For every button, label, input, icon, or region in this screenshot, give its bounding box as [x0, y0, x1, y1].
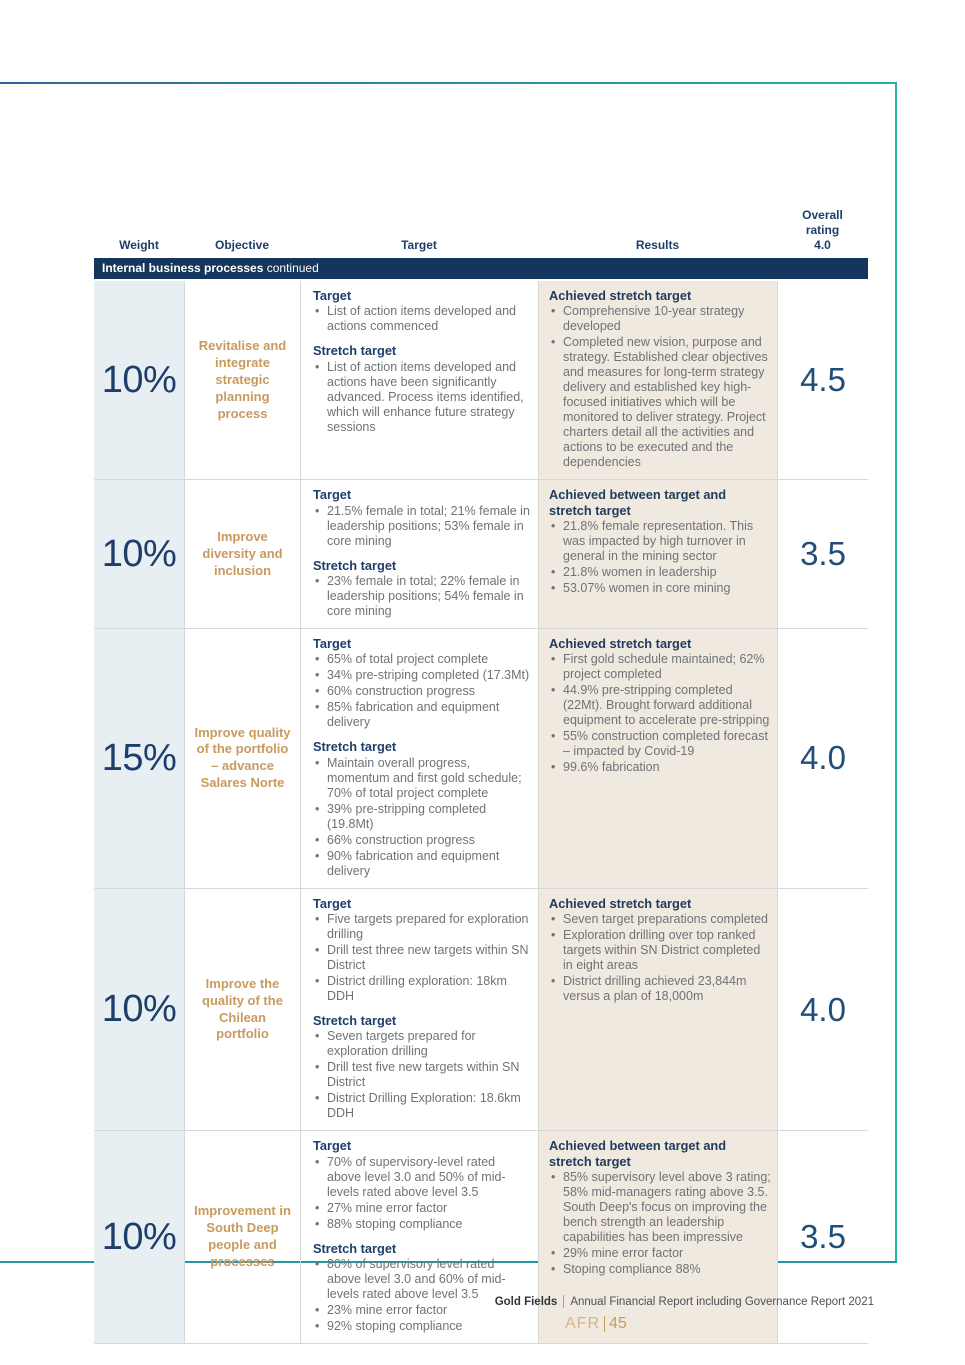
bullet-item: • 27% mine error factor	[313, 1201, 530, 1216]
target-section-heading: Target	[313, 487, 352, 503]
target-bullet-list	[313, 912, 530, 1004]
results-heading: Achieved stretch target	[549, 288, 692, 303]
objective-cell	[184, 889, 300, 1131]
bullet-item: • 70% of supervisory-level rated above level 3.0 and 50% of mid-levels rated above level 3.5	[313, 1155, 530, 1200]
bullet-item: • First gold schedule maintained; 62% project completed	[549, 652, 771, 682]
target-bullet-list	[313, 1155, 530, 1232]
target-cell	[300, 281, 538, 479]
rating-value: 3.5	[800, 1218, 846, 1256]
bullet-item: • Seven targets prepared for exploration drilling	[313, 1029, 530, 1059]
rating-cell	[777, 629, 868, 888]
target-section-heading: Stretch target	[313, 1013, 397, 1029]
bullet-item: • 53.07% women in core mining	[549, 581, 771, 596]
results-cell	[538, 480, 777, 628]
page-number-divider	[604, 1316, 605, 1332]
bullet-item: • Comprehensive 10-year strategy developed	[549, 304, 771, 334]
objective-cell	[184, 629, 300, 888]
results-heading: Achieved between target and stretch target	[549, 1138, 727, 1169]
results-cell	[538, 889, 777, 1131]
results-cell	[538, 281, 777, 479]
weight-cell	[94, 889, 184, 1131]
rating-value: 3.5	[800, 535, 846, 573]
bullet-item: • Drill test three new targets within SN District	[313, 943, 530, 973]
bullet-item: • 21.5% female in total; 21% female in leadership positions; 53% female in core mining	[313, 504, 530, 549]
bullet-item: • Five targets prepared for exploration drilling	[313, 912, 530, 942]
rating-value: 4.0	[800, 739, 846, 777]
section-title-suffix: continued	[263, 261, 319, 275]
target-section-heading: Stretch target	[313, 343, 397, 359]
weight-value: 10%	[101, 1215, 177, 1258]
results-bullet-list	[549, 1170, 771, 1277]
objective-label: Improve quality of the portfolio – advance Salares Norte	[194, 724, 291, 791]
bullet-item: • 80% of supervisory level rated above level 3.0 and 60% of mid-levels rated above level 3.5	[313, 1257, 530, 1302]
target-bullet-list	[313, 574, 530, 619]
target-bullet-list	[313, 1029, 530, 1121]
bullet-item: • District drilling exploration: 18km DDH	[313, 974, 530, 1004]
bullet-item: • Maintain overall progress, momentum and first gold schedule; 70% of total project complete	[313, 756, 530, 801]
bullet-item: • District Drilling Exploration: 18.6km DDH	[313, 1091, 530, 1121]
target-section-heading: Stretch target	[313, 739, 397, 755]
scorecard-table	[94, 206, 868, 1344]
bullet-item: • List of action items developed and actions commenced	[313, 304, 530, 334]
page-border-right	[895, 82, 897, 1263]
target-section-heading: Target	[313, 288, 352, 303]
bullet-item: • 60% construction progress	[313, 684, 530, 699]
weight-cell	[94, 480, 184, 628]
results-heading: Achieved stretch target	[549, 895, 692, 911]
bullet-item: • 65% of total project complete	[313, 652, 530, 667]
target-bullet-list	[313, 360, 530, 435]
target-cell	[300, 1131, 538, 1343]
bullet-item: • Stoping compliance 88%	[549, 1262, 771, 1277]
page-number-block	[565, 1315, 627, 1333]
results-bullet-list	[549, 912, 771, 1004]
bullet-item: • 23% female in total; 22% female in leadership positions; 54% female in core mining	[313, 574, 530, 619]
weight-value: 10%	[101, 532, 177, 575]
results-bullet-list	[549, 304, 771, 470]
bullet-item: • Completed new vision, purpose and strategy. Established clear objectives and measures for long-term strategy delivery and established key high-focused initiatives which will be monitored to deliver strategy. Project charters detail all the activities and actions to be executed and the dependencies	[549, 335, 771, 470]
bullet-item: • District drilling achieved 23,844m versus a plan of 18,000m	[549, 974, 771, 1004]
bullet-item: • Seven target preparations completed	[549, 912, 771, 927]
table-row	[94, 281, 868, 480]
bullet-item: • 90% fabrication and equipment delivery	[313, 849, 530, 879]
rating-cell	[777, 889, 868, 1131]
bullet-item: • 85% fabrication and equipment delivery	[313, 700, 530, 730]
bullet-item: • 55% construction completed forecast – impacted by Covid-19	[549, 729, 771, 759]
page-border-top	[0, 82, 897, 84]
results-bullet-list	[549, 652, 771, 775]
results-bullet-list	[549, 519, 771, 596]
objective-label: Improve the quality of the Chilean portfolio	[202, 975, 283, 1042]
target-cell	[300, 629, 538, 888]
section-header-bar	[94, 258, 868, 279]
objective-label: Revitalise and integrate strategic planning process	[198, 337, 287, 421]
bullet-item: • 21.8% women in leadership	[549, 565, 771, 580]
column-header-weight: Weight	[119, 238, 159, 252]
column-header-results: Results	[635, 238, 680, 252]
page-footer	[495, 1295, 874, 1308]
target-bullet-list	[313, 304, 530, 334]
results-heading: Achieved stretch target	[549, 636, 692, 652]
table-row	[94, 1131, 868, 1344]
target-cell	[300, 480, 538, 628]
table-header-row	[94, 206, 868, 258]
doc-code: AFR	[565, 1315, 600, 1332]
rating-cell	[777, 281, 868, 479]
weight-cell	[94, 281, 184, 479]
rating-cell	[777, 1131, 868, 1343]
target-section-heading: Target	[313, 636, 352, 652]
weight-cell	[94, 629, 184, 888]
rating-cell	[777, 480, 868, 628]
bullet-item: • List of action items developed and actions have been significantly advanced. Process items identified, which will enhance future strategy sessions	[313, 360, 530, 435]
results-heading: Achieved between target and stretch target	[549, 487, 727, 518]
target-bullet-list	[313, 652, 530, 730]
bullet-item: • 44.9% pre-stripping completed (22Mt). Brought forward additional equipment to accelerate pre-stripping	[549, 683, 771, 728]
footer-brand: Gold Fields	[494, 1295, 558, 1308]
column-header-overall-rating: Overall rating 4.0	[802, 208, 843, 252]
section-title: Internal business processes	[102, 261, 264, 275]
bullet-item: • 39% pre-stripping completed (19.8Mt)	[313, 802, 530, 832]
footer-divider	[563, 1295, 564, 1308]
target-bullet-list	[313, 504, 530, 549]
objective-label: Improve diversity and inclusion	[202, 528, 283, 578]
target-section-heading: Stretch target	[313, 1240, 397, 1256]
target-cell	[300, 889, 538, 1131]
bullet-item: • 88% stoping compliance	[313, 1217, 530, 1232]
rating-value: 4.0	[800, 990, 846, 1028]
bullet-item: • 99.6% fabrication	[549, 760, 771, 775]
results-cell	[538, 629, 777, 888]
bullet-item: • 23% mine error factor	[313, 1303, 530, 1318]
table-body	[94, 281, 868, 1344]
bullet-item: • 34% pre-striping completed (17.3Mt)	[313, 668, 530, 683]
objective-cell	[184, 480, 300, 628]
objective-cell	[184, 1131, 300, 1343]
results-cell	[538, 1131, 777, 1343]
bullet-item: • 85% supervisory level above 3 rating; 58% mid-managers rating above 3.5. South Deep's focus on improving the bench strength an leadership capabilities has been impressive	[549, 1170, 771, 1245]
rating-value: 4.5	[800, 361, 846, 399]
objective-label: Improvement in South Deep people and processes	[194, 1203, 291, 1270]
bullet-item: • 92% stoping compliance	[313, 1319, 530, 1334]
objective-cell	[184, 281, 300, 479]
weight-value: 10%	[101, 358, 177, 401]
column-header-objective: Objective	[214, 238, 270, 252]
bullet-item: • 66% construction progress	[313, 833, 530, 848]
bullet-item: • Drill test five new targets within SN District	[313, 1060, 530, 1090]
bullet-item: • Exploration drilling over top ranked targets within SN District completed in eight areas	[549, 928, 771, 973]
bullet-item: • 21.8% female representation. This was impacted by high turnover in general in the mining sector	[549, 519, 771, 564]
table-row	[94, 889, 868, 1132]
weight-cell	[94, 1131, 184, 1343]
bullet-item: • 29% mine error factor	[549, 1246, 771, 1261]
target-section-heading: Target	[313, 895, 352, 911]
table-row	[94, 629, 868, 889]
weight-value: 15%	[101, 736, 177, 779]
target-section-heading: Stretch target	[313, 557, 397, 573]
table-row	[94, 480, 868, 629]
footer-report-title: Annual Financial Report including Governance Report 2021	[570, 1295, 874, 1308]
target-bullet-list	[313, 756, 530, 879]
target-section-heading: Target	[313, 1138, 352, 1154]
page-number: 45	[609, 1315, 627, 1332]
column-header-target: Target	[401, 238, 437, 252]
weight-value: 10%	[101, 988, 177, 1031]
